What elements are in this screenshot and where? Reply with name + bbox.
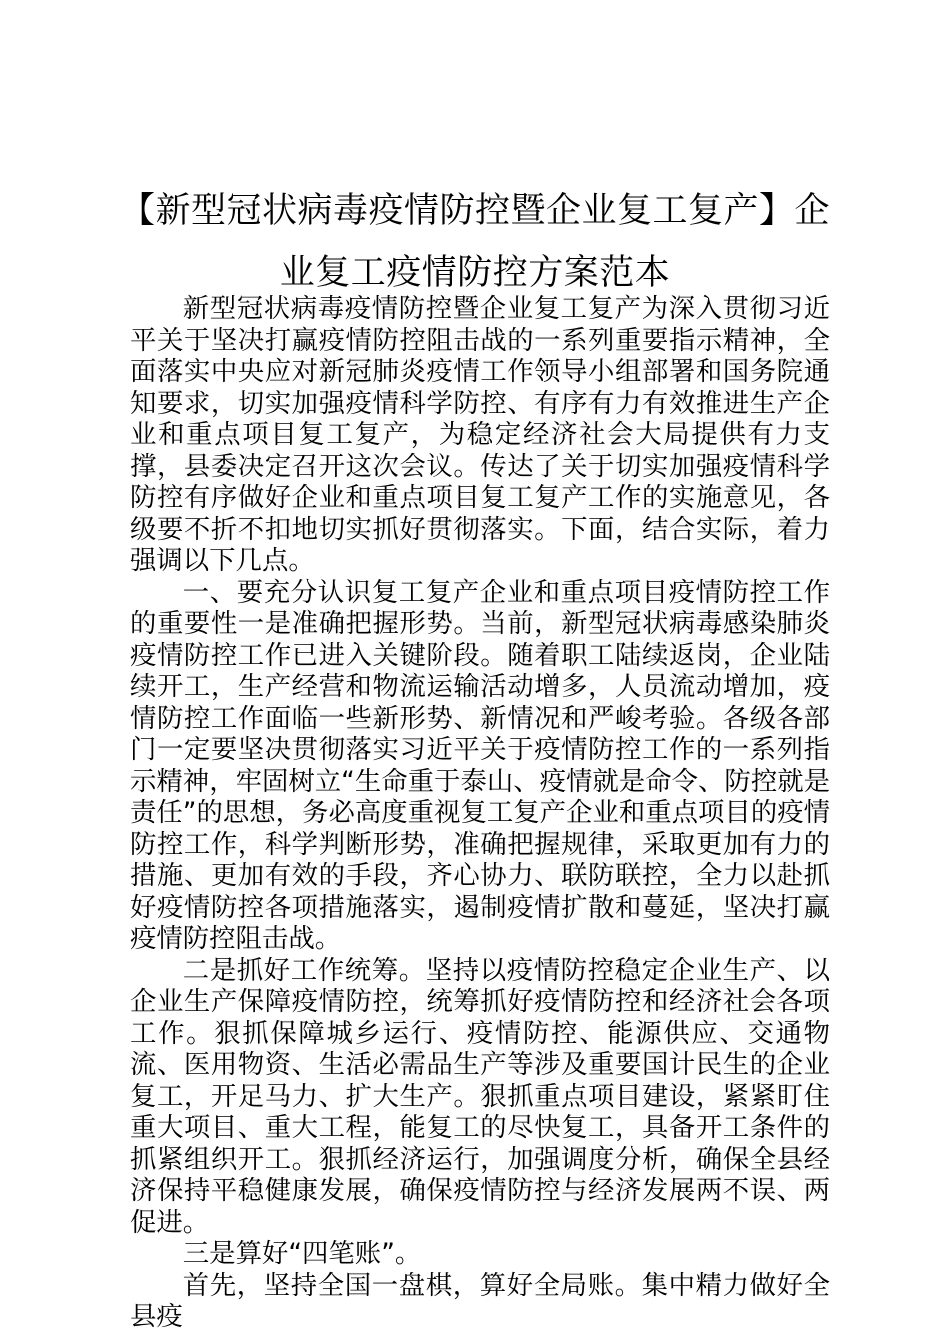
paragraph-section-two: 二是抓好工作统筹。坚持以疫情防控稳定企业生产、以企业生产保障疫情防控，统筹抓好疫情防控和经济社会各项工作。狠抓保障城乡运行、疫情防控、能源供应、交通物流、医用物资、生活必需品生产等涉及重要国计民生的企业复工，开足马力、扩大生产。狠抓重点项目建设，紧紧盯住重大项目、重大工程，能复工的尽快复工，具备开工条件的抓紧组织开工。狠抓经济运行，加强调度分析，确保全县经济保持平稳健康发展，确保疫情防控与经济发展两不误、两促进。 bbox=[130, 954, 830, 1238]
document-body bbox=[130, 293, 830, 1333]
paragraph-intro: 新型冠状病毒疫情防控暨企业复工复产为深入贯彻习近平关于坚决打赢疫情防控阻击战的一系列重要指示精神，全面落实中央应对新冠肺炎疫情工作领导小组部署和国务院通知要求，切实加强疫情科学防控、有序有力有效推进生产企业和重点项目复工复产，为稳定经济社会大局提供有力支撑，县委决定召开这次会议。传达了关于切实加强疫情科学防控有序做好企业和重点项目复工复产工作的实施意见，各级要不折不扣地切实抓好贯彻落实。下面，结合实际，着力强调以下几点。 bbox=[130, 293, 830, 576]
paragraph-first-account: 首先，坚持全国一盘棋，算好全局账。集中精力做好全县疫 bbox=[130, 1269, 830, 1332]
paragraph-section-one: 一、要充分认识复工复产企业和重点项目疫情防控工作的重要性一是准确把握形势。当前，新型冠状病毒感染肺炎疫情防控工作已进入关键阶段。随着职工陆续返岗，企业陆续开工，生产经营和物流运输活动增多，人员流动增加，疫情防控工作面临一些新形势、新情况和严峻考验。各级各部门一定要坚决贯彻落实习近平关于疫情防控工作的一系列指示精神，牢固树立“生命重于泰山、疫情就是命令、防控就是责任”的思想，务必高度重视复工复产企业和重点项目的疫情防控工作，科学判断形势，准确把握规律，采取更加有力的措施、更加有效的手段，齐心协力、联防联控，全力以赴抓好疫情防控各项措施落实，遏制疫情扩散和蔓延，坚决打赢疫情防控阻击战。 bbox=[130, 576, 830, 954]
paragraph-section-three: 三是算好“四笔账”。 bbox=[182, 1238, 422, 1269]
document-title: 【新型冠状病毒疫情防控暨企业复工复产】企业复工疫情防控方案范本 bbox=[119, 191, 830, 293]
